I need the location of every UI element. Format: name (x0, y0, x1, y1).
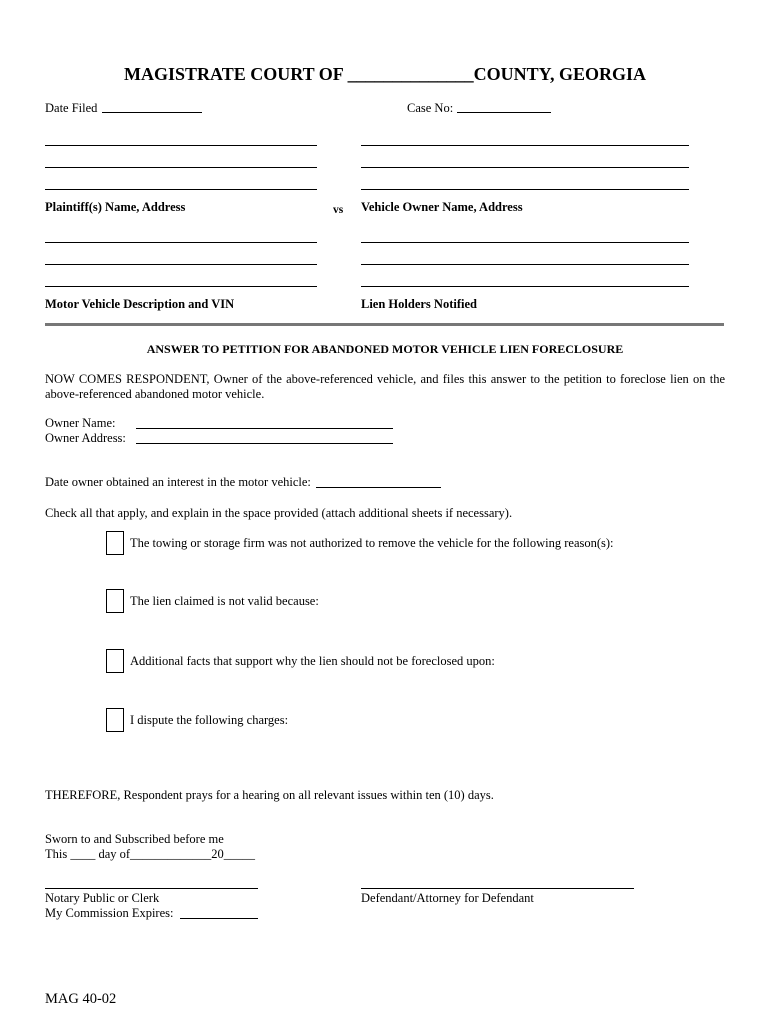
lien-invalid-label: The lien claimed is not valid because: (130, 594, 319, 608)
dispute-charges-checkbox[interactable] (106, 708, 124, 732)
plaintiff-label: Plaintiff(s) Name, Address (45, 200, 186, 214)
notary-signature-line[interactable] (45, 888, 258, 889)
commission-expires-field[interactable] (180, 918, 258, 919)
additional-facts-label: Additional facts that support why the lien should not be foreclosed upon: (130, 654, 495, 668)
vehicle-line-2[interactable] (45, 264, 317, 265)
defendant-signature-line[interactable] (361, 888, 634, 889)
form-id: MAG 40-02 (45, 991, 117, 1007)
owner-label: Vehicle Owner Name, Address (361, 200, 523, 214)
plaintiff-line-2[interactable] (45, 167, 317, 168)
case-no-label: Case No: (407, 101, 454, 115)
plaintiff-line-1[interactable] (45, 145, 317, 146)
notary-label: Notary Public or Clerk (45, 891, 160, 905)
form-heading: ANSWER TO PETITION FOR ABANDONED MOTOR VEHICLE LIEN FORECLOSURE (146, 342, 624, 356)
dispute-charges-label: I dispute the following charges: (130, 713, 289, 727)
additional-facts-checkbox[interactable] (106, 649, 124, 673)
owner-line-1[interactable] (361, 145, 689, 146)
case-no-field[interactable] (457, 112, 551, 113)
not-authorized-checkbox[interactable] (106, 531, 124, 555)
date-filed-label: Date Filed (45, 101, 98, 115)
lien-line-1[interactable] (361, 242, 689, 243)
date-filed-field[interactable] (102, 112, 202, 113)
vs-label: vs (333, 204, 344, 216)
instructions-text: Check all that apply, and explain in the space provided (attach additional sheets if necessary). (45, 506, 513, 520)
not-authorized-label: The towing or storage firm was not authorized to remove the vehicle for the following reason(s): (130, 536, 614, 550)
interest-date-label: Date owner obtained an interest in the motor vehicle: (45, 475, 311, 489)
vehicle-line-3[interactable] (45, 286, 317, 287)
lien-line-2[interactable] (361, 264, 689, 265)
owner-line-2[interactable] (361, 167, 689, 168)
therefore-text: THEREFORE, Respondent prays for a hearing on all relevant issues within ten (10) days. (45, 788, 494, 802)
owner-name-label: Owner Name: (45, 416, 116, 430)
this-day-text: This ____ day of_____________20_____ (45, 847, 256, 861)
defendant-label: Defendant/Attorney for Defendant (361, 891, 534, 905)
owner-line-3[interactable] (361, 189, 689, 190)
owner-name-field[interactable] (136, 428, 393, 429)
commission-label: My Commission Expires: (45, 906, 174, 920)
lien-line-3[interactable] (361, 286, 689, 287)
owner-address-label: Owner Address: (45, 431, 126, 445)
owner-address-field[interactable] (136, 443, 393, 444)
lien-invalid-checkbox[interactable] (106, 589, 124, 613)
vehicle-label: Motor Vehicle Description and VIN (45, 297, 235, 311)
intro-paragraph: NOW COMES RESPONDENT, Owner of the above-referenced vehicle, and files this answer to the petition to foreclose lien on the above-referenced abandoned motor vehicle. (45, 372, 725, 401)
section-divider (45, 323, 724, 326)
court-title: MAGISTRATE COURT OF ______________COUNTY, GEORGIA (124, 64, 646, 84)
lien-label: Lien Holders Notified (361, 297, 477, 311)
plaintiff-line-3[interactable] (45, 189, 317, 190)
interest-date-field[interactable] (316, 487, 441, 488)
sworn-text: Sworn to and Subscribed before me (45, 832, 224, 846)
vehicle-line-1[interactable] (45, 242, 317, 243)
